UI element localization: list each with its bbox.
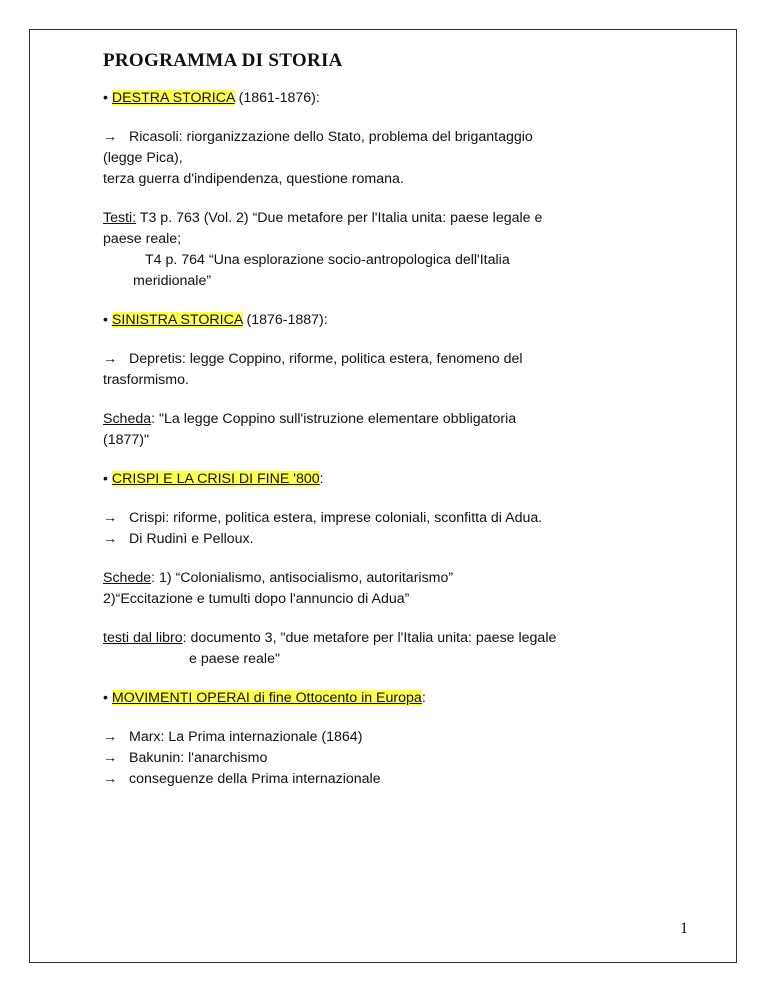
movimenti-text-2: Bakunin: l'anarchismo [129,750,268,766]
section-heading-sinistra [103,310,623,331]
crispi-testi-2: e paese reale" [189,651,281,667]
testi-dal-libro-label: testi dal libro [103,630,183,646]
sinistra-scheda-2: (1877)" [103,432,150,448]
sinistra-line-2: trasformismo. [103,372,189,388]
arrow-icon: → [103,771,118,787]
testi-libro-text-1: : documento 3, "due metafore per l'Italia unita: paese legale [182,630,557,646]
movimenti-item-3 [103,769,623,790]
movimenti-text-3: conseguenze della Prima internazionale [129,771,381,787]
destra-line-1 [103,127,623,148]
bullet: • [103,312,108,328]
page-number: 1 [680,920,688,937]
document-page [29,29,737,963]
arrow-icon: → [103,750,118,766]
crispi-text-1: Crispi: riforme, politica estera, imprese coloniali, sconfitta di Adua. [129,510,543,526]
scheda-text-1: : "La legge Coppino sull'istruzione elementare obbligatoria [151,411,517,427]
section-heading-destra [103,88,623,109]
testi-text-1: T3 p. 763 (Vol. 2) “Due metafore per l'Italia unita: paese legale e [136,210,543,226]
arrow-icon: → [103,531,118,547]
page-title: PROGRAMMA DI STORIA [103,50,343,71]
schede-text-1: : 1) “Colonialismo, antisocialismo, autoritarismo” [151,570,454,586]
schede-label: Schede [103,570,152,586]
destra-testi-2b: meridionale” [133,273,212,289]
document-content [103,48,623,790]
crispi-item-2 [103,529,623,550]
destra-testi-1 [103,208,623,229]
crispi-schede-2: 2)“Eccitazione e tumulti dopo l'annuncio di Adua” [103,591,410,607]
dates-destra: (1861-1876): [234,90,320,106]
dates-sinistra: (1876-1887): [242,312,328,328]
bullet: • [103,690,108,706]
crispi-item-1 [103,508,623,529]
arrow-icon: → [103,351,118,367]
crispi-testi-1 [103,628,623,649]
arrow-icon: → [103,510,118,526]
testi-label: Testi: [103,210,137,226]
arrow-icon: → [103,729,118,745]
destra-line-3: terza guerra d'indipendenza, questione romana. [103,171,404,187]
bullet: • [103,90,108,106]
colon: : [319,471,324,487]
arrow-icon: → [103,129,118,145]
bullet: • [103,471,108,487]
scheda-label: Scheda [103,411,152,427]
destra-testi-1b: paese reale; [103,231,182,247]
sinistra-scheda-1 [103,409,623,430]
destra-line-2: (legge Pica), [103,150,183,166]
colon: : [421,690,426,706]
highlight-crispi: CRISPI E LA CRISI DI FINE '800 [111,471,320,487]
crispi-text-2: Di Rudinì e Pelloux. [129,531,254,547]
destra-testi-2: T4 p. 764 “Una esplorazione socio-antropologica dell'Italia [145,252,510,268]
sinistra-text-1: Depretis: legge Coppino, riforme, politica estera, fenomeno del [129,351,523,367]
movimenti-text-1: Marx: La Prima internazionale (1864) [129,729,363,745]
movimenti-item-2 [103,748,623,769]
section-heading-crispi [103,469,623,490]
highlight-sinistra-storica: SINISTRA STORICA [111,312,243,328]
destra-text-1: Ricasoli: riorganizzazione dello Stato, problema del brigantaggio [129,129,533,145]
highlight-movimenti-operai: MOVIMENTI OPERAI di fine Ottocento in Europa [111,690,422,706]
section-heading-movimenti [103,688,623,709]
crispi-schede-1 [103,568,623,589]
sinistra-line-1 [103,349,623,370]
highlight-destra-storica: DESTRA STORICA [111,90,235,106]
movimenti-item-1 [103,727,623,748]
